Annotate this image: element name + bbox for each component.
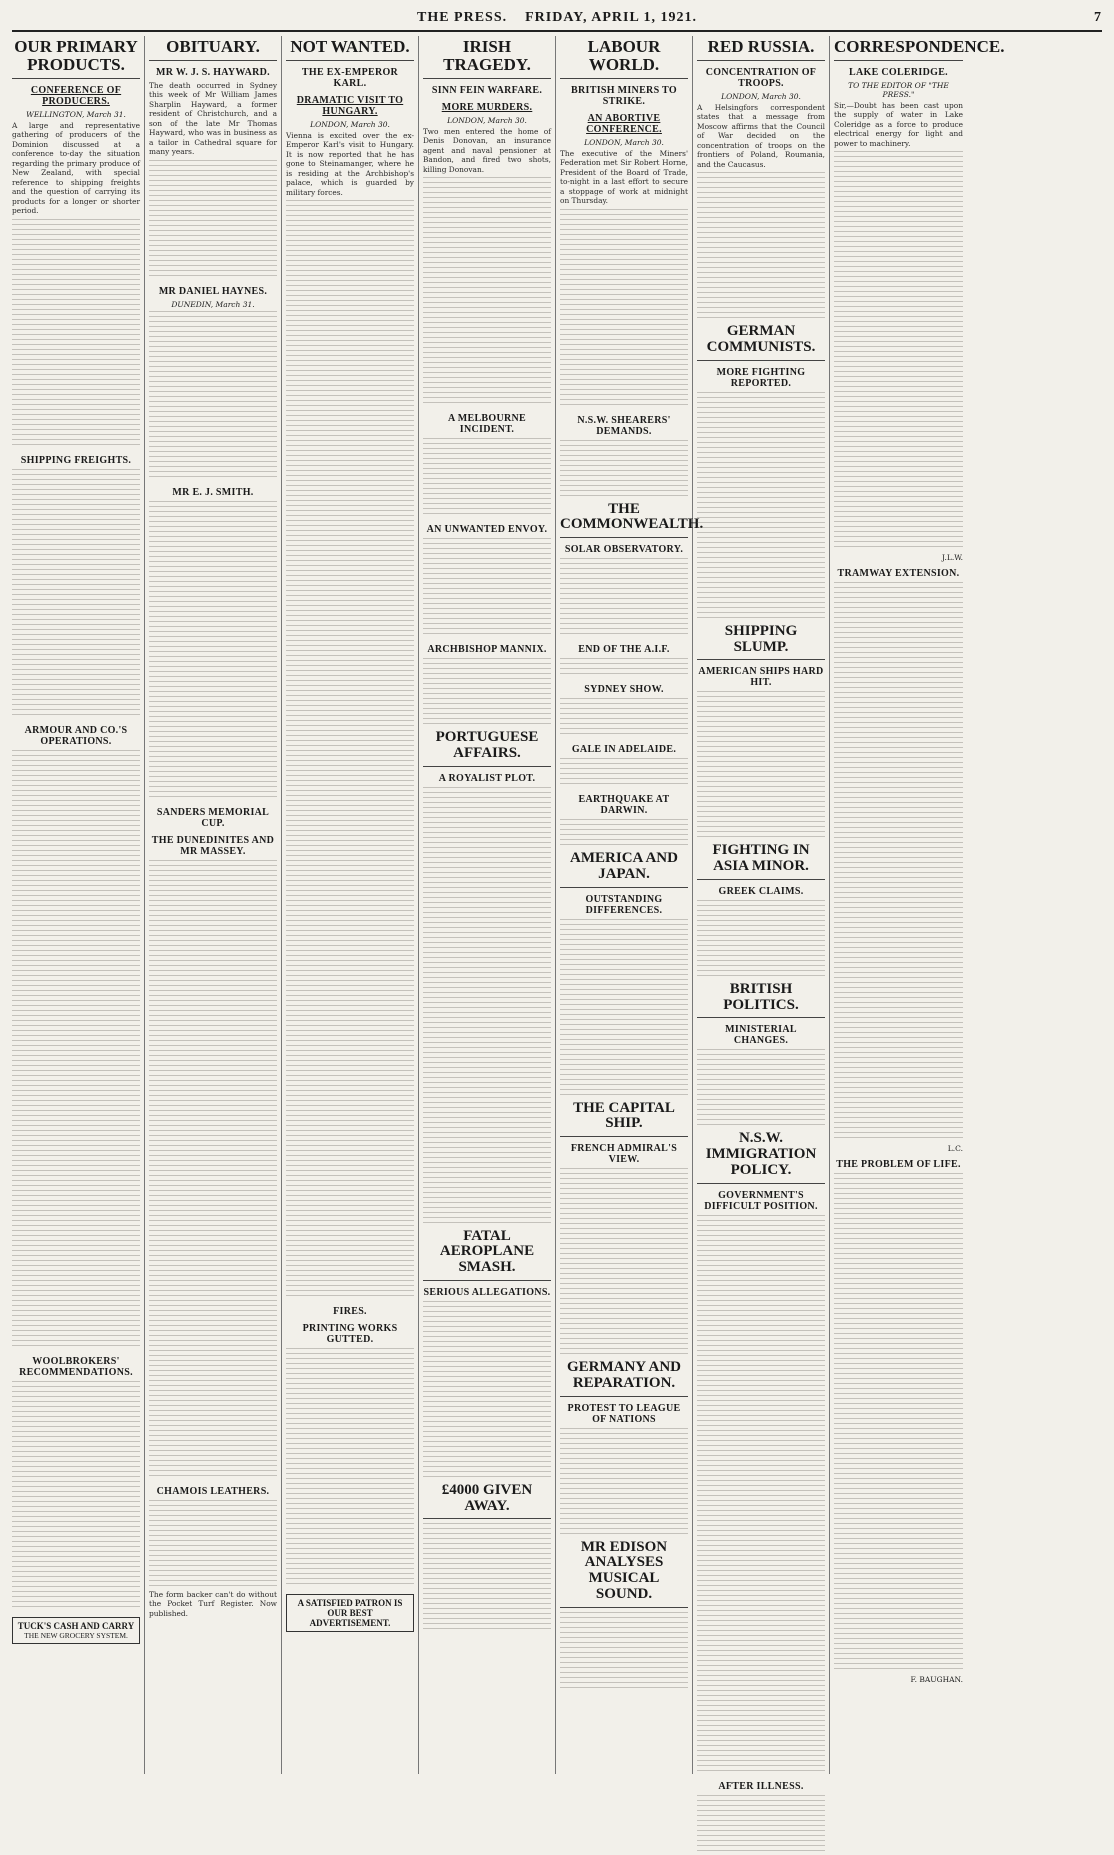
subheading: ARCHBISHOP MANNIX. [427, 644, 547, 656]
signature: L.C. [947, 1144, 963, 1154]
column-labour-world [556, 36, 704, 1774]
section-heading: GERMANY AND REPARATION. [560, 1360, 688, 1397]
column-primary-products [8, 36, 145, 1774]
subheading: A MELBOURNE INCIDENT. [447, 413, 527, 436]
subheading: MR DANIEL HAYNES. [158, 285, 268, 297]
article-body [697, 172, 825, 322]
section-heading: BRITISH POLITICS. [697, 982, 825, 1019]
article-body [286, 200, 414, 1300]
subheading: AMERICAN SHIPS HARD HIT. [698, 666, 824, 689]
article-body [560, 209, 688, 409]
subheading: SYDNEY SHOW. [584, 684, 664, 696]
column-obituary [145, 36, 282, 1774]
subheading: AN UNWANTED ENVOY. [426, 524, 548, 536]
article-body [560, 558, 688, 638]
subheading: CHAMOIS LEATHERS. [156, 1485, 270, 1497]
subheading: GREEK CLAIMS. [718, 885, 804, 897]
article-body [12, 750, 140, 1350]
subheading: MR E. J. SMITH. [172, 486, 254, 498]
column-heading: NOT WANTED. [286, 38, 414, 61]
subheading: SANDERS MEMORIAL CUP. [156, 806, 270, 829]
subheading: AFTER ILLNESS. [718, 1780, 804, 1792]
dateline: LONDON, March 30. [447, 115, 527, 125]
subheading: THE PROBLEM OF LIFE. [836, 1159, 961, 1171]
article-body [423, 1523, 551, 1633]
subheading: SINN FEIN WARFARE. [431, 84, 543, 96]
column-red-russia [693, 36, 830, 1792]
dateline: DUNEDIN, March 31. [171, 299, 255, 309]
column-irish-tragedy [419, 36, 556, 1774]
article-body [560, 698, 688, 738]
section-heading: THE COMMONWEALTH. [560, 502, 688, 539]
article-lead: A large and representative gathering of producers of the Dominion discussed at a conference to-day the situation regarding the primary produce of New Zealand, with special reference to shipping freights and the question of carrying its products for a longer or shorter period. [12, 120, 140, 216]
ad-title: A SATISFIED PATRON IS OUR BEST ADVERTISEMENT. [297, 1598, 403, 1629]
article-body [149, 160, 277, 280]
column-heading: LABOUR WORLD. [560, 38, 688, 79]
article-lead: The executive of the Miners' Federation met Sir Robert Horne, President of the Board of Trade, to-night in a last effort to secure a stoppage of work at midnight on Thursday. [560, 148, 688, 206]
article-lead: The death occurred in Sydney this week of Mr William James Sharplin Hayward, a former resident of Christchurch, and a son of the late Mr Thomas Hayward, who was in business as a tailor in Cathedral square for many years. [149, 80, 277, 157]
article-body [149, 501, 277, 801]
subheading: GALE IN ADELAIDE. [571, 744, 677, 756]
article-body [149, 860, 277, 1480]
column-not-wanted [282, 36, 419, 1774]
subheading: WOOLBROKERS' RECOMMENDATIONS. [19, 1355, 133, 1378]
section-heading: PORTUGUESE AFFAIRS. [423, 730, 551, 767]
subheading: SHIPPING FREIGHTS. [20, 454, 132, 466]
dateline: LONDON, March 30. [721, 91, 801, 101]
article-body [697, 1215, 825, 1775]
column-heading: RED RUSSIA. [697, 38, 825, 61]
article-body [560, 919, 688, 1099]
article-body [697, 1795, 825, 1855]
subheading: GOVERNMENT'S DIFFICULT POSITION. [704, 1189, 818, 1212]
article-body [12, 469, 140, 719]
subheading: ARMOUR AND CO.'S OPERATIONS. [24, 724, 128, 747]
subheading: TRAMWAY EXTENSION. [837, 568, 960, 580]
section-heading: £4000 GIVEN AWAY. [423, 1483, 551, 1520]
article-body [560, 1168, 688, 1358]
article-body [12, 219, 140, 449]
dateline: WELLINGTON, March 31. [26, 109, 126, 119]
article-body [560, 758, 688, 788]
subheading: LAKE COLERIDGE. [849, 66, 948, 78]
subheading: THE EX-EMPEROR KARL. [301, 66, 399, 89]
footer-notice: The form backer can't do without the Pocket Turf Register. Now published. [149, 1589, 277, 1618]
issue-date: FRIDAY, APRIL 1, 1921. [525, 10, 698, 25]
subheading: END OF THE A.I.F. [578, 644, 670, 656]
masthead [12, 6, 1102, 32]
subheading: DRAMATIC VISIT TO HUNGARY. [296, 94, 404, 117]
dateline: TO THE EDITOR OF "THE PRESS." [848, 80, 949, 99]
subheading: SOLAR OBSERVATORY. [564, 544, 684, 556]
article-body [697, 691, 825, 841]
section-heading: AMERICA AND JAPAN. [560, 851, 688, 888]
dateline: LONDON, March 30. [310, 119, 390, 129]
subheading: MINISTERIAL CHANGES. [725, 1024, 797, 1047]
subheading: CONCENTRATION OF TROOPS. [705, 66, 817, 89]
subheading: OUTSTANDING DIFFERENCES. [585, 893, 663, 916]
section-heading: MR EDISON ANALYSES MUSICAL SOUND. [560, 1540, 688, 1608]
subheading: FIRES. [333, 1306, 367, 1318]
column-correspondence [830, 36, 1005, 1774]
article-body [149, 1500, 277, 1590]
subheading: BRITISH MINERS TO STRIKE. [571, 84, 677, 107]
article-body [834, 582, 963, 1142]
article-lead: Vienna is excited over the ex-Emperor Karl's visit to Hungary. It is now reported that he has gone to Steinamanger, where he is residing at the Archbishop's palace, which is guarded by military forces. [286, 130, 414, 197]
article-lead: Two men entered the home of Denis Donovan, an insurance agent and naval pensioner at Bandon, and fired two shots, killing Donovan. [423, 126, 551, 174]
subheading: PRINTING WORKS GUTTED. [302, 1323, 398, 1346]
columns [8, 36, 1106, 1792]
article-body [560, 1612, 688, 1692]
article-body [697, 392, 825, 622]
column-heading: IRISH TRAGEDY. [423, 38, 551, 79]
article-body [834, 151, 963, 551]
article-body [423, 787, 551, 1227]
section-heading: GERMAN COMMUNISTS. [697, 324, 825, 361]
page-number: 7 [1094, 10, 1102, 25]
paper-title: THE PRESS. [416, 10, 508, 25]
column-heading: OUR PRIMARY PRODUCTS. [12, 38, 140, 79]
article-lead: A Helsingfors correspondent states that a message from Moscow affirms that the Council of War decided on the concentration of troops on the frontiers of Poland, Roumania, and the Caucasus. [697, 102, 825, 169]
column-heading: OBITUARY. [149, 38, 277, 61]
article-body [423, 538, 551, 638]
subheading: MR W. J. S. HAYWARD. [156, 66, 270, 78]
subheading: CONFERENCE OF PRODUCERS. [30, 84, 122, 107]
subheading: SERIOUS ALLEGATIONS. [423, 1286, 551, 1298]
article-body [286, 1348, 414, 1588]
article-lead: Sir,—Doubt has been cast upon the supply of water in Lake Coleridge as a force to produce electrical energy for light and power to machinery. [834, 100, 963, 148]
article-body [12, 1381, 140, 1611]
column-heading: CORRESPONDENCE. [834, 38, 963, 61]
signature: J.L.W. [942, 553, 963, 563]
section-heading: N.S.W. IMMIGRATION POLICY. [697, 1131, 825, 1183]
article-body [697, 900, 825, 980]
subheading: EARTHQUAKE AT DARWIN. [578, 794, 670, 817]
article-body [423, 658, 551, 728]
article-body [560, 819, 688, 849]
advertisement [286, 1594, 414, 1632]
subheading: MORE MURDERS. [441, 101, 533, 113]
subheading: AN ABORTIVE CONFERENCE. [586, 112, 662, 135]
article-body [697, 1049, 825, 1129]
article-body [560, 1428, 688, 1538]
article-body [423, 177, 551, 407]
ad-title: TUCK'S CASH AND CARRY [17, 1620, 135, 1631]
article-body [834, 1173, 963, 1673]
section-heading: THE CAPITAL SHIP. [560, 1101, 688, 1138]
section-heading: FATAL AEROPLANE SMASH. [423, 1229, 551, 1281]
article-body [560, 658, 688, 678]
section-heading: FIGHTING IN ASIA MINOR. [697, 843, 825, 880]
article-body [560, 440, 688, 500]
article-body [149, 311, 277, 481]
subheading: A ROYALIST PLOT. [438, 772, 536, 784]
section-heading: SHIPPING SLUMP. [697, 624, 825, 661]
ad-subtitle: THE NEW GROCERY SYSTEM. [24, 1630, 128, 1640]
article-body [423, 438, 551, 518]
subheading: PROTEST TO LEAGUE OF NATIONS [567, 1402, 681, 1425]
subheading: FRENCH ADMIRAL'S VIEW. [570, 1143, 678, 1166]
article-body [423, 1301, 551, 1481]
subheading: N.S.W. SHEARERS' DEMANDS. [577, 414, 671, 437]
dateline: LONDON, March 30. [584, 137, 664, 147]
subheading: THE DUNEDINITES AND MR MASSEY. [151, 834, 275, 857]
advertisement [12, 1617, 140, 1644]
signature: F. BAUGHAN. [910, 1675, 963, 1685]
subheading: MORE FIGHTING REPORTED. [716, 366, 806, 389]
